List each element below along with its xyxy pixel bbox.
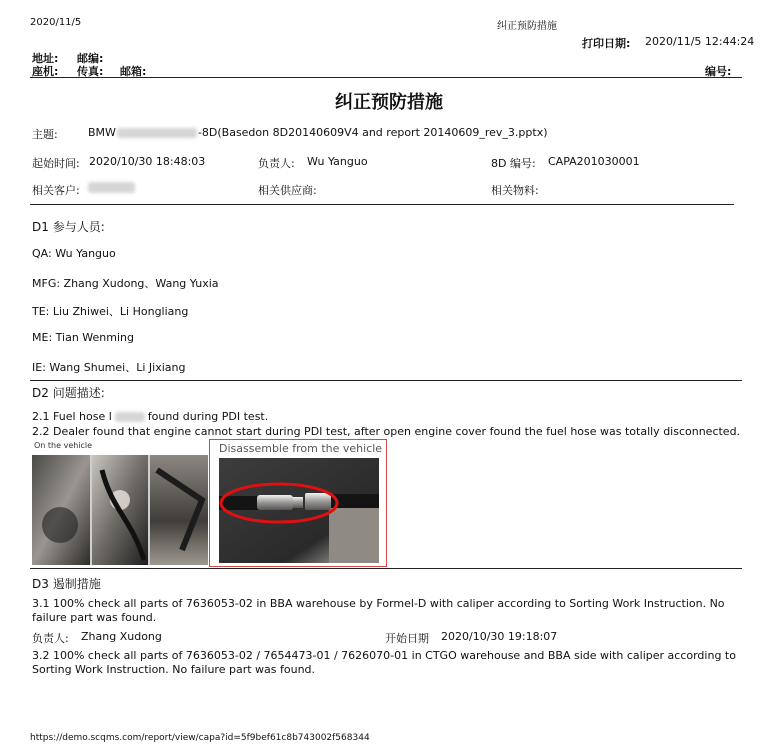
subject-prefix: BMW: [88, 126, 116, 139]
d2-line-1-prefix: 2.1 Fuel hose l: [32, 410, 112, 423]
phone-label: 座机:: [32, 65, 59, 78]
print-url: https://demo.scqms.com/report/view/capa?id=5f9bef61c8b743002f568344: [30, 733, 370, 743]
d1-divider: [30, 380, 742, 381]
d3-paragraph-1: 3.1 100% check all parts of 7636053-02 in BBA warehouse by Formel-D with caliper according to Sorting Work Instruction. No failure part was found.: [32, 597, 725, 624]
d2-divider: [30, 568, 742, 569]
disassembled-photo: [209, 439, 387, 567]
fax-label: 传真:: [77, 65, 104, 78]
d3-owner-label: 负责人:: [32, 632, 69, 645]
d1-member: IE: Wang Shumei、Li Jixiang: [32, 361, 186, 374]
email-label: 邮箱:: [120, 65, 147, 78]
redacted-customer: [88, 182, 135, 193]
vehicle-photo: [32, 440, 208, 565]
start-time-value: 2020/10/30 18:48:03: [89, 155, 206, 168]
print-date: 2020/11/5: [30, 17, 82, 28]
owner-label: 负责人:: [258, 157, 295, 170]
address-label: 地址:: [32, 52, 59, 65]
d2-heading: D2 问题描述:: [32, 386, 105, 400]
d1-member: TE: Liu Zhiwei、Li Hongliang: [32, 305, 189, 318]
owner-value: Wu Yanguo: [307, 155, 368, 168]
print-tab-title: 纠正预防措施: [497, 21, 557, 32]
d3-start-value: 2020/10/30 19:18:07: [441, 630, 558, 643]
print-label: 打印日期:: [582, 37, 631, 50]
photo-caption-disassembled: Disassemble from the vehicle: [219, 442, 383, 455]
print-value: 2020/11/5 12:44:24: [645, 35, 755, 48]
d2-line-2: 2.2 Dealer found that engine cannot start during PDI test, after open engine cover found the fuel hose was totally disconnected.: [32, 425, 741, 438]
material-label: 相关物料:: [491, 184, 539, 197]
d3-start-label: 开始日期: [385, 632, 429, 645]
d1-member: QA: Wu Yanguo: [32, 247, 116, 260]
meta-divider: [30, 204, 734, 205]
start-time-label: 起始时间:: [32, 157, 80, 170]
postcode-label: 邮编:: [77, 52, 104, 65]
d3-heading: D3 遏制措施: [32, 577, 101, 591]
supplier-label: 相关供应商:: [258, 184, 317, 197]
photo-caption-vehicle: On the vehicle: [34, 441, 93, 450]
d2-line-1-suffix: found during PDI test.: [147, 410, 269, 423]
code-label: 8D 编号:: [491, 157, 536, 170]
d1-heading: D1 参与人员:: [32, 220, 105, 234]
d3-paragraph-2: 3.2 100% check all parts of 7636053-02 / 7654473-01 / 7626070-01 in CTGO warehouse and BBA side with caliper according to Sorting Work Instruction. No failure part was found.: [32, 649, 736, 676]
document-title: 纠正预防措施: [335, 92, 443, 113]
subject-label: 主题:: [32, 128, 58, 141]
customer-label: 相关客户:: [32, 184, 80, 197]
redacted-block: [115, 412, 145, 422]
header-divider: [30, 77, 742, 78]
subject-suffix: -8D(Basedon 8D20140609V4 and report 20140609_rev_3.pptx): [197, 126, 548, 139]
d1-member: MFG: Zhang Xudong、Wang Yuxia: [32, 277, 219, 290]
number-label: 编号:: [705, 65, 732, 78]
subject-value: [88, 126, 548, 139]
d2-line-1: [32, 410, 268, 423]
d3-owner-value: Zhang Xudong: [81, 630, 162, 643]
code-value: CAPA201030001: [548, 155, 640, 168]
d1-member: ME: Tian Wenming: [32, 331, 134, 344]
redacted-block: [117, 128, 197, 138]
